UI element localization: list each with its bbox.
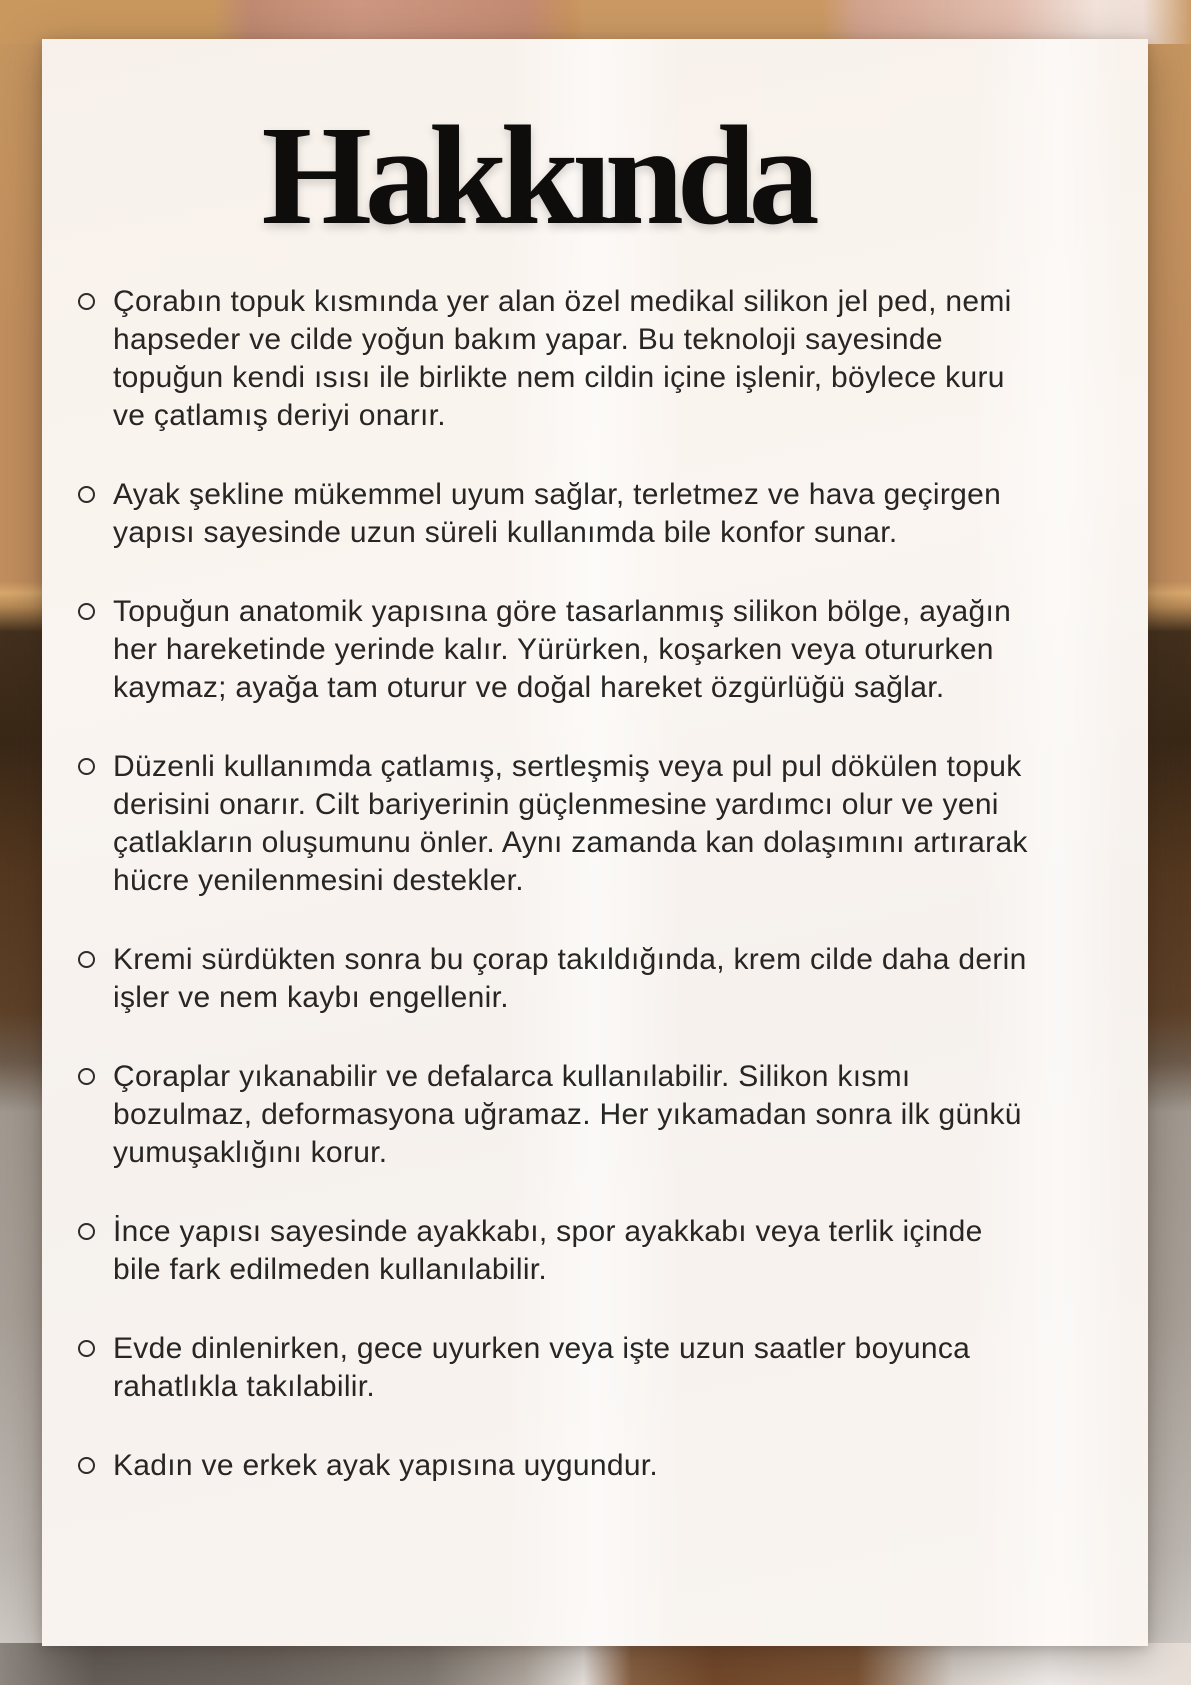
- bullet-text: Kadın ve erkek ayak yapısına uygundur.: [113, 1449, 659, 1482]
- bullet-text: Ayak şekline mükemmel uyum sağlar, terletmez ve hava geçirgen yapısı sayesinde uzun süreli kullanımda bile konfor sunar.: [113, 478, 1002, 549]
- list-item: [78, 748, 1056, 900]
- bullet-text: Çorabın topuk kısmında yer alan özel medikal silikon jel ped, nemi hapseder ve cilde yoğun bakım yapar. Bu teknoloji sayesinde topuğun kendi ısısı ile birlikte nem cildin içine işlenir, böylece kuru ve çatlamış deriyi onarır.: [113, 285, 1012, 432]
- list-item: [78, 593, 1056, 707]
- bullet-text: Düzenli kullanımda çatlamış, sertleşmiş veya pul pul dökülen topuk derisini onarır. Cilt bariyerinin güçlenmesine yardımcı olur ve yeni çatlakların oluşumunu önler. Aynı zamanda kan dolaşımını artırarak hücre yenilenmesini destekler.: [113, 750, 1028, 897]
- bullet-circle-icon: [78, 951, 95, 968]
- list-item: [78, 1330, 1056, 1406]
- list-item: [78, 1213, 1056, 1289]
- bullet-circle-icon: [78, 1068, 95, 1085]
- list-item: [78, 1447, 1056, 1485]
- bullet-text: Çoraplar yıkanabilir ve defalarca kullanılabilir. Silikon kısmı bozulmaz, deformasyona uğramaz. Her yıkamadan sonra ilk günkü yumuşaklığını korur.: [113, 1060, 1022, 1169]
- list-item: [78, 1058, 1056, 1172]
- about-card: [42, 39, 1148, 1646]
- bullet-text: Kremi sürdükten sonra bu çorap takıldığında, krem cilde daha derin işler ve nem kaybı engellenir.: [113, 943, 1027, 1014]
- bullet-circle-icon: [78, 486, 95, 503]
- bullet-circle-icon: [78, 293, 95, 310]
- bullet-circle-icon: [78, 758, 95, 775]
- bullet-text: İnce yapısı sayesinde ayakkabı, spor ayakkabı veya terlik içinde bile fark edilmeden kullanılabilir.: [113, 1215, 983, 1286]
- bullet-circle-icon: [78, 1223, 95, 1240]
- bullet-circle-icon: [78, 1340, 95, 1357]
- page-title: Hakkında: [261, 96, 813, 254]
- bullet-text: Evde dinlenirken, gece uyurken veya işte uzun saatler boyunca rahatlıkla takılabilir.: [113, 1332, 971, 1403]
- bullet-circle-icon: [78, 1457, 95, 1474]
- about-list: [42, 283, 1148, 1485]
- list-item: [78, 476, 1056, 552]
- bullet-circle-icon: [78, 603, 95, 620]
- list-item: [78, 941, 1056, 1017]
- list-item: [78, 283, 1056, 435]
- bullet-text: Topuğun anatomik yapısına göre tasarlanmış silikon bölge, ayağın her hareketinde yerinde kalır. Yürürken, koşarken veya otururken kaymaz; ayağa tam oturur ve doğal hareket özgürlüğü sağlar.: [113, 595, 1012, 704]
